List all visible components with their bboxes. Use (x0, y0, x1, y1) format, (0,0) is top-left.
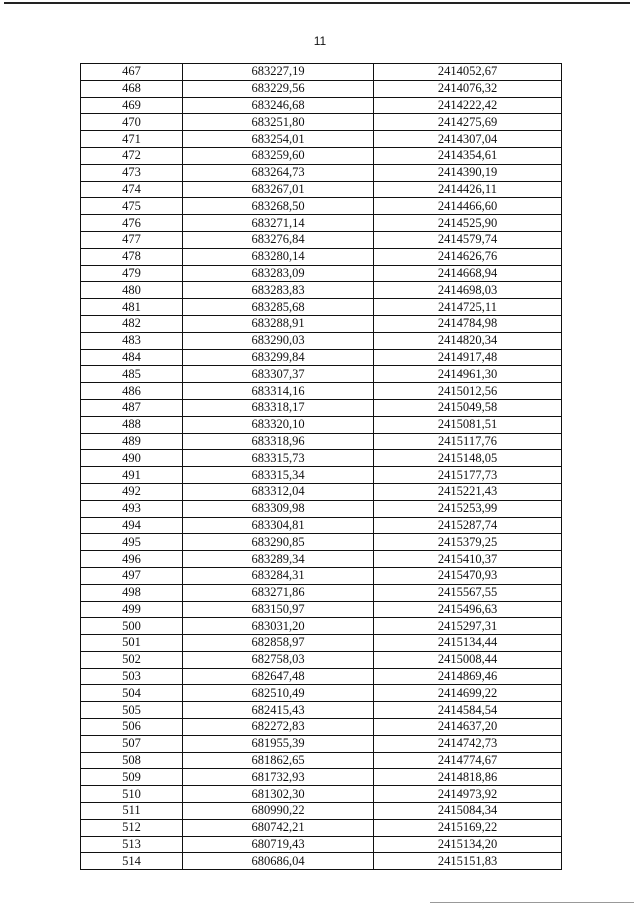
x-coordinate-cell: 683254,01 (183, 131, 374, 148)
page-number: 11 (313, 34, 327, 48)
x-coordinate-cell: 682510,49 (183, 685, 374, 702)
table-row (81, 433, 562, 450)
table-row (81, 601, 562, 618)
y-coordinate-cell: 2415379,25 (374, 534, 562, 551)
table-row (81, 769, 562, 786)
y-coordinate-cell: 2414626,76 (374, 248, 562, 265)
point-number-cell: 506 (81, 719, 183, 736)
point-number-cell: 499 (81, 601, 183, 618)
x-coordinate-cell: 683284,31 (183, 567, 374, 584)
point-number-cell: 482 (81, 315, 183, 332)
y-coordinate-cell: 2415253,99 (374, 500, 562, 517)
point-number-cell: 495 (81, 534, 183, 551)
x-coordinate-cell: 683318,96 (183, 433, 374, 450)
x-coordinate-cell: 683312,04 (183, 483, 374, 500)
point-number-cell: 500 (81, 618, 183, 635)
y-coordinate-cell: 2414390,19 (374, 164, 562, 181)
y-coordinate-cell: 2415151,83 (374, 853, 562, 870)
table-row (81, 836, 562, 853)
coordinates-table (80, 63, 562, 870)
table-row (81, 668, 562, 685)
table-row (81, 719, 562, 736)
x-coordinate-cell: 683031,20 (183, 618, 374, 635)
table-row (81, 618, 562, 635)
x-coordinate-cell: 681955,39 (183, 735, 374, 752)
table-row (81, 500, 562, 517)
point-number-cell: 514 (81, 853, 183, 870)
y-coordinate-cell: 2414961,30 (374, 366, 562, 383)
y-coordinate-cell: 2414820,34 (374, 332, 562, 349)
y-coordinate-cell: 2415084,34 (374, 803, 562, 820)
x-coordinate-cell: 683276,84 (183, 231, 374, 248)
point-number-cell: 505 (81, 702, 183, 719)
y-coordinate-cell: 2414869,46 (374, 668, 562, 685)
bottom-border-line (430, 902, 634, 903)
x-coordinate-cell: 683259,60 (183, 147, 374, 164)
point-number-cell: 513 (81, 836, 183, 853)
x-coordinate-cell: 683315,34 (183, 467, 374, 484)
y-coordinate-cell: 2414307,04 (374, 131, 562, 148)
x-coordinate-cell: 683283,83 (183, 282, 374, 299)
x-coordinate-cell: 681862,65 (183, 752, 374, 769)
point-number-cell: 493 (81, 500, 183, 517)
point-number-cell: 507 (81, 735, 183, 752)
x-coordinate-cell: 683267,01 (183, 181, 374, 198)
x-coordinate-cell: 683314,16 (183, 383, 374, 400)
y-coordinate-cell: 2415470,93 (374, 567, 562, 584)
table-row (81, 248, 562, 265)
y-coordinate-cell: 2414699,22 (374, 685, 562, 702)
x-coordinate-cell: 683268,50 (183, 198, 374, 215)
point-number-cell: 477 (81, 231, 183, 248)
x-coordinate-cell: 683299,84 (183, 349, 374, 366)
x-coordinate-cell: 683320,10 (183, 416, 374, 433)
y-coordinate-cell: 2414637,20 (374, 719, 562, 736)
y-coordinate-cell: 2414222,42 (374, 97, 562, 114)
table-row (81, 752, 562, 769)
point-number-cell: 488 (81, 416, 183, 433)
point-number-cell: 471 (81, 131, 183, 148)
x-coordinate-cell: 683283,09 (183, 265, 374, 282)
table-row (81, 332, 562, 349)
table-row (81, 80, 562, 97)
point-number-cell: 504 (81, 685, 183, 702)
table-row (81, 181, 562, 198)
x-coordinate-cell: 683285,68 (183, 299, 374, 316)
x-coordinate-cell: 683271,14 (183, 215, 374, 232)
y-coordinate-cell: 2414784,98 (374, 315, 562, 332)
point-number-cell: 478 (81, 248, 183, 265)
y-coordinate-cell: 2414818,86 (374, 769, 562, 786)
table-row (81, 282, 562, 299)
table-row (81, 584, 562, 601)
table-row (81, 416, 562, 433)
table-row (81, 399, 562, 416)
table-row (81, 786, 562, 803)
x-coordinate-cell: 683318,17 (183, 399, 374, 416)
y-coordinate-cell: 2415117,76 (374, 433, 562, 450)
point-number-cell: 491 (81, 467, 183, 484)
x-coordinate-cell: 683304,81 (183, 517, 374, 534)
x-coordinate-cell: 683315,73 (183, 450, 374, 467)
point-number-cell: 498 (81, 584, 183, 601)
table-row (81, 635, 562, 652)
y-coordinate-cell: 2415012,56 (374, 383, 562, 400)
x-coordinate-cell: 682647,48 (183, 668, 374, 685)
y-coordinate-cell: 2415008,44 (374, 651, 562, 668)
y-coordinate-cell: 2414426,11 (374, 181, 562, 198)
table-row (81, 147, 562, 164)
point-number-cell: 479 (81, 265, 183, 282)
x-coordinate-cell: 683280,14 (183, 248, 374, 265)
y-coordinate-cell: 2414584,54 (374, 702, 562, 719)
y-coordinate-cell: 2415134,44 (374, 635, 562, 652)
x-coordinate-cell: 683229,56 (183, 80, 374, 97)
x-coordinate-cell: 683227,19 (183, 64, 374, 81)
table-row (81, 551, 562, 568)
y-coordinate-cell: 2414052,67 (374, 64, 562, 81)
x-coordinate-cell: 683271,86 (183, 584, 374, 601)
point-number-cell: 510 (81, 786, 183, 803)
x-coordinate-cell: 681302,30 (183, 786, 374, 803)
table-row (81, 450, 562, 467)
top-border-line (4, 2, 630, 4)
table-row (81, 517, 562, 534)
point-number-cell: 487 (81, 399, 183, 416)
table-row (81, 467, 562, 484)
point-number-cell: 473 (81, 164, 183, 181)
x-coordinate-cell: 683289,34 (183, 551, 374, 568)
x-coordinate-cell: 682758,03 (183, 651, 374, 668)
point-number-cell: 489 (81, 433, 183, 450)
table-row (81, 803, 562, 820)
point-number-cell: 511 (81, 803, 183, 820)
y-coordinate-cell: 2415169,22 (374, 819, 562, 836)
y-coordinate-cell: 2414525,90 (374, 215, 562, 232)
table-row (81, 735, 562, 752)
x-coordinate-cell: 682415,43 (183, 702, 374, 719)
point-number-cell: 480 (81, 282, 183, 299)
table-row (81, 366, 562, 383)
y-coordinate-cell: 2414725,11 (374, 299, 562, 316)
x-coordinate-cell: 680719,43 (183, 836, 374, 853)
point-number-cell: 497 (81, 567, 183, 584)
point-number-cell: 476 (81, 215, 183, 232)
x-coordinate-cell: 683264,73 (183, 164, 374, 181)
table-body (81, 64, 562, 870)
table-row (81, 131, 562, 148)
x-coordinate-cell: 683288,91 (183, 315, 374, 332)
point-number-cell: 475 (81, 198, 183, 215)
x-coordinate-cell: 683251,80 (183, 114, 374, 131)
point-number-cell: 509 (81, 769, 183, 786)
table-row (81, 265, 562, 282)
table-row (81, 231, 562, 248)
point-number-cell: 490 (81, 450, 183, 467)
table-row (81, 164, 562, 181)
y-coordinate-cell: 2414466,60 (374, 198, 562, 215)
point-number-cell: 494 (81, 517, 183, 534)
point-number-cell: 481 (81, 299, 183, 316)
table-row (81, 685, 562, 702)
y-coordinate-cell: 2414742,73 (374, 735, 562, 752)
table-row (81, 315, 562, 332)
point-number-cell: 467 (81, 64, 183, 81)
x-coordinate-cell: 680990,22 (183, 803, 374, 820)
point-number-cell: 492 (81, 483, 183, 500)
point-number-cell: 501 (81, 635, 183, 652)
point-number-cell: 512 (81, 819, 183, 836)
point-number-cell: 496 (81, 551, 183, 568)
point-number-cell: 486 (81, 383, 183, 400)
y-coordinate-cell: 2414354,61 (374, 147, 562, 164)
y-coordinate-cell: 2415177,73 (374, 467, 562, 484)
point-number-cell: 470 (81, 114, 183, 131)
point-number-cell: 483 (81, 332, 183, 349)
table-row (81, 483, 562, 500)
x-coordinate-cell: 682272,83 (183, 719, 374, 736)
y-coordinate-cell: 2415567,55 (374, 584, 562, 601)
point-number-cell: 472 (81, 147, 183, 164)
y-coordinate-cell: 2414774,67 (374, 752, 562, 769)
y-coordinate-cell: 2415287,74 (374, 517, 562, 534)
x-coordinate-cell: 683150,97 (183, 601, 374, 618)
y-coordinate-cell: 2414579,74 (374, 231, 562, 248)
table-row (81, 534, 562, 551)
point-number-cell: 485 (81, 366, 183, 383)
y-coordinate-cell: 2415297,31 (374, 618, 562, 635)
table-row (81, 383, 562, 400)
y-coordinate-cell: 2415049,58 (374, 399, 562, 416)
y-coordinate-cell: 2414698,03 (374, 282, 562, 299)
table-row (81, 299, 562, 316)
point-number-cell: 468 (81, 80, 183, 97)
table-row (81, 853, 562, 870)
y-coordinate-cell: 2414917,48 (374, 349, 562, 366)
point-number-cell: 484 (81, 349, 183, 366)
point-number-cell: 503 (81, 668, 183, 685)
y-coordinate-cell: 2414973,92 (374, 786, 562, 803)
x-coordinate-cell: 683290,85 (183, 534, 374, 551)
x-coordinate-cell: 681732,93 (183, 769, 374, 786)
table-row (81, 114, 562, 131)
x-coordinate-cell: 680686,04 (183, 853, 374, 870)
point-number-cell: 474 (81, 181, 183, 198)
table-row (81, 215, 562, 232)
table-row (81, 64, 562, 81)
x-coordinate-cell: 682858,97 (183, 635, 374, 652)
point-number-cell: 502 (81, 651, 183, 668)
point-number-cell: 469 (81, 97, 183, 114)
y-coordinate-cell: 2415496,63 (374, 601, 562, 618)
y-coordinate-cell: 2415221,43 (374, 483, 562, 500)
y-coordinate-cell: 2415081,51 (374, 416, 562, 433)
x-coordinate-cell: 680742,21 (183, 819, 374, 836)
y-coordinate-cell: 2414076,32 (374, 80, 562, 97)
x-coordinate-cell: 683246,68 (183, 97, 374, 114)
y-coordinate-cell: 2415410,37 (374, 551, 562, 568)
x-coordinate-cell: 683307,37 (183, 366, 374, 383)
table-row (81, 567, 562, 584)
x-coordinate-cell: 683309,98 (183, 500, 374, 517)
x-coordinate-cell: 683290,03 (183, 332, 374, 349)
point-number-cell: 508 (81, 752, 183, 769)
y-coordinate-cell: 2414668,94 (374, 265, 562, 282)
y-coordinate-cell: 2415134,20 (374, 836, 562, 853)
table-row (81, 349, 562, 366)
table-row (81, 702, 562, 719)
y-coordinate-cell: 2414275,69 (374, 114, 562, 131)
table-row (81, 198, 562, 215)
table-row (81, 97, 562, 114)
y-coordinate-cell: 2415148,05 (374, 450, 562, 467)
table-row (81, 651, 562, 668)
table-row (81, 819, 562, 836)
